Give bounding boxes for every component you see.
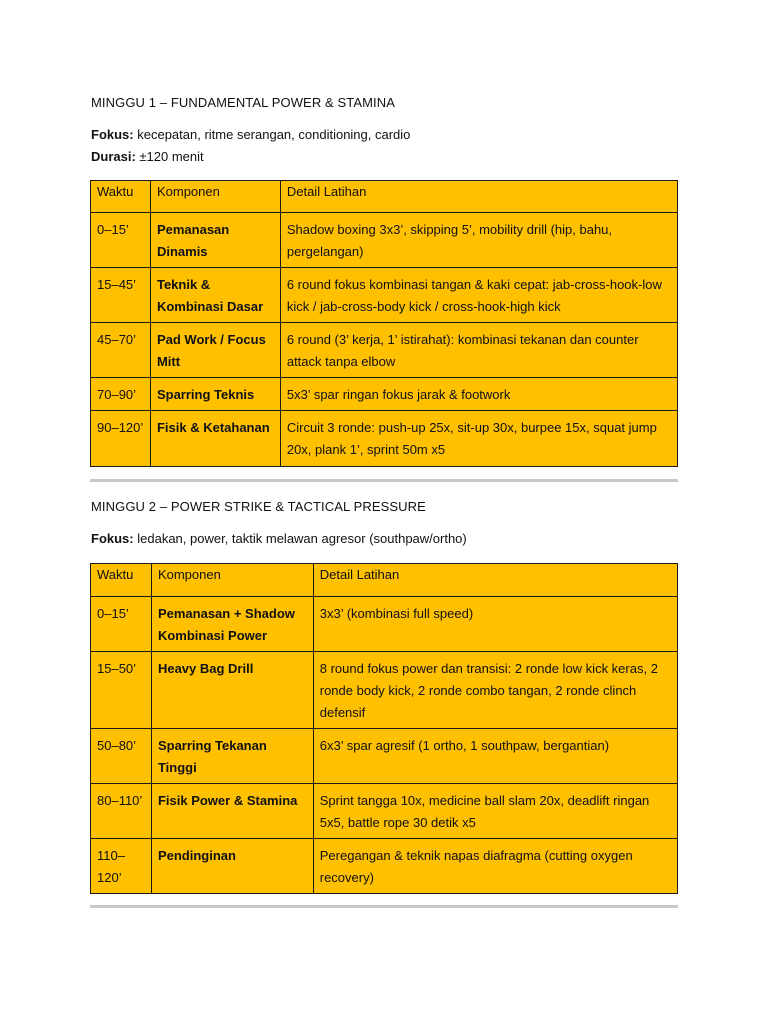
time-cell: 0–15’ (91, 597, 152, 652)
table-row (91, 784, 678, 839)
detail-cell: 3x3’ (kombinasi full speed) (313, 597, 677, 652)
detail-cell: 6 round (3’ kerja, 1’ istirahat): kombinasi tekanan dan counter attack tanpa elbow (280, 323, 677, 378)
section-divider (90, 479, 678, 482)
time-cell: 0–15’ (91, 213, 151, 268)
table-row (91, 839, 678, 894)
week2-focus-value: ledakan, power, taktik melawan agresor (southpaw/ortho) (133, 531, 467, 546)
table-row (91, 729, 678, 784)
section-divider (90, 905, 678, 908)
time-cell: 15–50’ (91, 652, 152, 729)
table-row (91, 652, 678, 729)
week2-focus-label: Fokus: (91, 531, 134, 546)
header-cell: Waktu (91, 181, 151, 213)
component-cell: Teknik & Kombinasi Dasar (150, 268, 280, 323)
week2-title: MINGGU 2 – POWER STRIKE & TACTICAL PRESSURE (91, 499, 426, 514)
week2-table (90, 563, 678, 894)
week1-focus-value: kecepatan, ritme serangan, conditioning, cardio (133, 127, 411, 142)
detail-cell: 8 round fokus power dan transisi: 2 ronde low kick keras, 2 ronde body kick, 2 ronde combo tangan, 2 ronde clinch defensif (313, 652, 677, 729)
table-row (91, 378, 678, 411)
table-header-row (91, 564, 678, 597)
week1-duration-value: ±120 menit (135, 149, 204, 164)
week1-focus-label: Fokus: (91, 127, 134, 142)
week1-focus (91, 127, 410, 143)
component-cell: Fisik Power & Stamina (151, 784, 313, 839)
detail-cell: 6x3’ spar agresif (1 ortho, 1 southpaw, bergantian) (313, 729, 677, 784)
week1-title: MINGGU 1 – FUNDAMENTAL POWER & STAMINA (91, 95, 396, 110)
table-row (91, 268, 678, 323)
week1-table (90, 180, 678, 467)
component-cell: Sparring Teknis (150, 378, 280, 411)
component-cell: Pemanasan Dinamis (150, 213, 280, 268)
component-cell: Pad Work / Focus Mitt (150, 323, 280, 378)
table-row (91, 323, 678, 378)
time-cell: 70–90’ (91, 378, 151, 411)
header-cell: Waktu (91, 564, 152, 597)
header-cell: Komponen (151, 564, 313, 597)
component-cell: Heavy Bag Drill (151, 652, 313, 729)
header-cell: Detail Latihan (313, 564, 677, 597)
detail-cell: Sprint tangga 10x, medicine ball slam 20x, deadlift ringan 5x5, battle rope 30 detik x5 (313, 784, 677, 839)
time-cell: 50–80’ (91, 729, 152, 784)
table-row (91, 213, 678, 268)
time-cell: 90–120’ (91, 411, 151, 467)
time-cell: 45–70’ (91, 323, 151, 378)
table-row (91, 597, 678, 652)
component-cell: Sparring Tekanan Tinggi (151, 729, 313, 784)
component-cell: Pendinginan (151, 839, 313, 894)
time-cell: 15–45’ (91, 268, 151, 323)
header-cell: Komponen (150, 181, 280, 213)
detail-cell: Circuit 3 ronde: push-up 25x, sit-up 30x, burpee 15x, squat jump 20x, plank 1’, sprint 50m x5 (280, 411, 677, 467)
week1-duration (91, 149, 204, 165)
component-cell: Pemanasan + Shadow Kombinasi Power (151, 597, 313, 652)
week2-focus (91, 531, 467, 547)
table-header-row (91, 181, 678, 213)
detail-cell: Peregangan & teknik napas diafragma (cutting oxygen recovery) (313, 839, 677, 894)
detail-cell: 6 round fokus kombinasi tangan & kaki cepat: jab-cross-hook-low kick / jab-cross-body kick / cross-hook-high kick (280, 268, 677, 323)
header-cell: Detail Latihan (280, 181, 677, 213)
detail-cell: 5x3’ spar ringan fokus jarak & footwork (280, 378, 677, 411)
component-cell: Fisik & Ketahanan (150, 411, 280, 467)
detail-cell: Shadow boxing 3x3’, skipping 5’, mobility drill (hip, bahu, pergelangan) (280, 213, 677, 268)
table-row (91, 411, 678, 467)
time-cell: 80–110’ (91, 784, 152, 839)
time-cell: 110–120’ (91, 839, 152, 894)
week1-duration-label: Durasi: (91, 149, 136, 164)
